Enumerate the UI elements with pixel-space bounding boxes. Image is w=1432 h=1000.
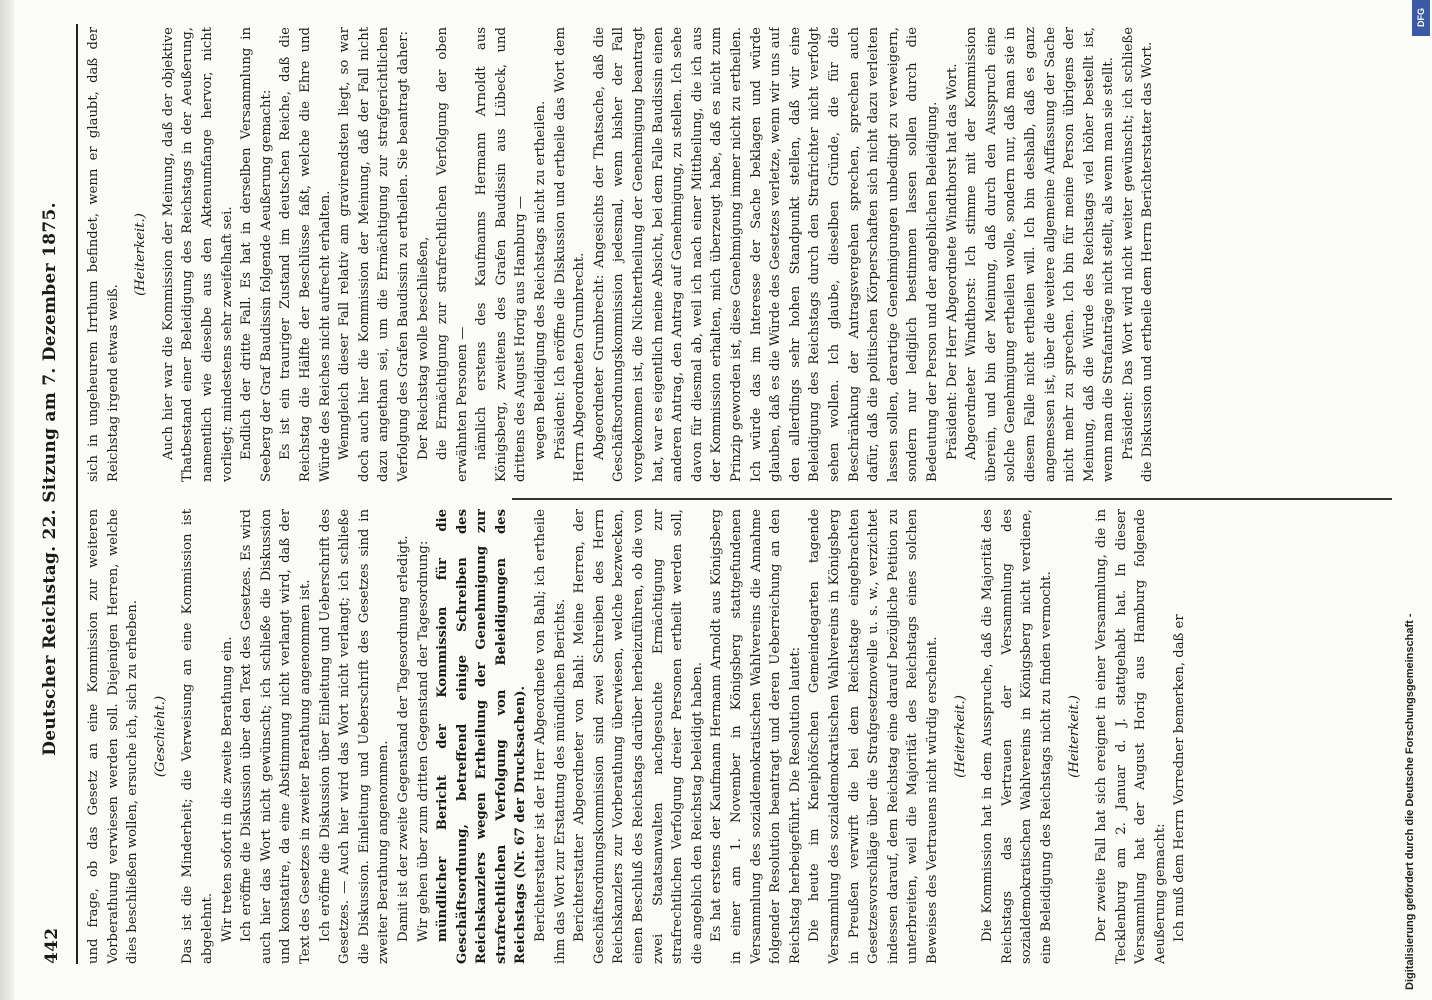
- paragraph: sich in ungeheurem Irrthum befindet, wenn er glaubt, daß der Reichstag irgend etwas weiß.: [86, 27, 121, 482]
- paragraph: Ich eröffne die Diskussion über den Text des Gesetzes. Es wird auch hier das Wort nicht gewünscht; ich schließe die Diskussion und konstatire, da eine Abstimmung nicht verlangt wird, daß der Text des Gesetzes in zweiter Berathung angenommen ist.: [239, 509, 313, 964]
- paragraph: Wir treten sofort in die zweite Berathung ein.: [219, 636, 235, 942]
- paragraph: Das ist die Minderheit; die Verweisung an eine Kommission ist abgelehnt.: [180, 509, 215, 964]
- paragraph: die Ermächtigung zur strafrechtlichen Verfolgung der oben erwähnten Personen —: [435, 27, 470, 482]
- digitization-note: Digitalisierung gefördert durch die Deutsche Forschungsgemeinschaft -: [1404, 613, 1416, 990]
- paragraph: Berichterstatter ist der Herr Abgeordnete von Bahl; ich ertheile ihm das Wort zur Erstattung des mündlichen Berichts.: [533, 509, 568, 964]
- page-title: Deutscher Reichstag. 22. Sitzung am 7. Dezember 1875.: [40, 202, 60, 756]
- page-header: [34, 24, 74, 964]
- stage-direction: (Geschieht.): [152, 695, 168, 778]
- stage-direction: (Heiterkeit.): [133, 213, 149, 296]
- scan-edge: [0, 0, 14, 1000]
- paragraph: Endlich der dritte Fall. Es hat in derselben Versammlung in Seeberg der Graf Baudissin folgende Aeußerung gemacht:: [239, 27, 274, 482]
- paragraph: Wir gehen über zum dritten Gegenstand der Tagesordnung:: [415, 540, 431, 942]
- page-number: 442: [42, 927, 62, 964]
- paragraph: Präsident: Ich eröffne die Diskussion und ertheile das Wort dem Herrn Abgeordneten Grumbrecht.: [552, 27, 588, 482]
- paragraph: Berichterstatter Abgeordneter von Bahl: Meine Herren, der Geschäftsordnungskommission sind zwei Schreiben des Herrn Reichskanzlers zur Vorberathung überwiesen, welche bezwecken, einen Beschluß des Reichstags darüber herbeizuführen, ob die von zwei Staatsanwalten nachgesuchte Ermächtigung zur strafrechtlichen Verfolgung dreier Personen ertheilt werden soll, die angeblich den Reichstag beleidigt haben.: [572, 509, 705, 964]
- left-column: [84, 509, 1394, 964]
- paragraph: Wenngleich dieser Fall relativ am gravirendsten liegt, so war doch auch hier die Kommission der Meinung, daß der Fall nicht dazu angethan sei, um die Ermächtigung zur strafgerichtlichen Verfolgung des Grafen Baudissin zu ertheilen. Sie beantragt daher:: [337, 27, 411, 482]
- paragraph: Präsident: Der Herr Abgeordnete Windthorst hat das Wort.: [944, 63, 960, 460]
- paragraph: nämlich erstens des Kaufmanns Hermann Arnoldt aus Königsberg, zweitens des Grafen Baudissin aus Lübeck, und drittens des August Horig aus Hamburg —: [474, 27, 529, 482]
- paragraph: Ich muß dem Herrn Vorredner bemerken, daß er: [1172, 614, 1188, 942]
- paragraph: wegen Beleidigung des Reichstags nicht zu ertheilen.: [533, 100, 549, 460]
- right-column: [84, 27, 1394, 482]
- paragraph: Präsident: Das Wort wird nicht weiter gewünscht; ich schließe die Diskussion und ertheile dem Herrn Berichterstatter das Wort.: [1120, 27, 1156, 482]
- paragraph: Ich eröffne die Diskussion über Einleitung und Ueberschrift des Gesetzes. — Auch hier wird das Wort nicht verlangt; ich schließe die Diskussion. Einleitung und Ueberschrift des Gesetzes sind in zweiter Berathung angenommen.: [317, 509, 392, 964]
- column-divider: [512, 498, 1392, 500]
- paragraph: Abgeordneter Grumbrecht: Angesichts der Thatsache, daß die Geschäftsordnungskommission jedesmal, wenn bisher der Fall vorgekommen ist, die Nichtertheilung der Genehmigung beantragt hat, war es eigentlich meine Absicht, bei dem Falle Baudissin einen anderen Antrag, den Antrag auf Genehmigung, zu stellen. Ich sehe davon für diesmal ab, weil ich nach einer Mittheilung, die ich aus der Kommission erhalten, mich überzeugt habe, daß es nicht zum Prinzip geworden ist, diese Genehmigung immer nicht zu ertheilen. Ich würde das im Interesse der Sache beklagen und würde glauben, daß es die Würde des Gesetzes verletze, wenn wir uns auf den allerdings sehr hohen Standpunkt stellen, daß wir eine Beleidigung des Reichstags durch den Strafrichter nicht verfolgt sehen wollen. Ich glaube, dieselben Gründe, die für die Beschränkung der Antragsvergehen sprechen, sprechen auch dafür, daß die politischen Körperschaften sich nicht dazu verleiten lassen sollen, derartige Genehmigungen unbedingt zu verweigern, sondern nur lediglich bestimmen lassen sollen durch die Bedeutung der Person und der angeblichen Beleidigung.: [591, 27, 940, 482]
- paragraph: Der Reichstag wolle beschließen,: [415, 236, 431, 460]
- paragraph: Damit ist der zweite Gegenstand der Tagesordnung erledigt.: [395, 535, 411, 942]
- paragraph: Der zweite Fall hat sich ereignet in einer Versammlung, die in Tecklenburg am 2. Januar d. J. stattgehabt hat. In dieser Versammlung hat der August Horig aus Hamburg folgende Aeußerung gemacht:: [1094, 509, 1168, 964]
- paragraph: Die heute im Kneiphöfschen Gemeindegarten tagende Versammlung des sozialdemokratischen Wahlvereins in Königsberg in Preußen verwirft die bei dem Reichstage eingebrachten Gesetzesvorschläge über die Strafgesetznovelle u. s. w., verzichtet indessen darauf, dem Reichstag eine darauf bezügliche Petition zu unterbreiten, weil die Majorität des Reichstags eines solchen Beweises des Vertrauens nicht würdig erscheint.: [807, 509, 940, 964]
- agenda-heading: mündlicher Bericht der Kommission für die Geschäftsordnung, betreffend einige Schreiben des Reichskanzlers wegen Ertheilung der Genehmigung zur strafrechtlichen Verfolgung von Beleidigungen des Reichstags (Nr. 67 der Drucksachen).: [435, 509, 529, 964]
- dfg-logo-icon: DFG: [1412, 0, 1430, 36]
- paragraph: Es ist ein trauriger Zustand im deutschen Reiche, daß die Reichstag die Hälfte der Beschlüsse faßt, welche die Ehre und Würde des Reiches nicht aufrecht erhalten.: [278, 27, 333, 482]
- header-rule: [76, 24, 78, 964]
- paragraph: Es hat erstens der Kaufmann Hermann Arnoldt aus Königsberg in einer am 1. November in Königsberg stattgefundenen Versammlung des sozialdemokratischen Wahlvereins die Annahme folgender Resolution beantragt und deren Ueberreichung an den Reichstag herbeigeführt. Die Resolution lautet:: [709, 509, 803, 964]
- stage-direction: (Heiterkeit.): [952, 695, 968, 778]
- paragraph: Abgeordneter Windthorst: Ich stimme mit der Kommission überein, und bin der Meinung, daß durch den Ausspruch eine solche Genehmigung ertheilen wolle, sondern nur, daß man sie in diesem Falle nicht ertheilen will. Ich bin deshalb, daß es ganz angemessen ist, über die weitere allgemeine Auffassung der Sache nicht mehr zu sprechen. Ich bin für meine Person übrigens der Meinung, daß die Würde des Reichstags viel höher bestellt ist, wenn man die Strafanträge nicht stellt, als wenn man sie stellt.: [964, 27, 1117, 482]
- paragraph: Die Kommission hat in dem Ausspruche, daß die Majorität des Reichstags das Vertrauen der Versammlung des sozialdemokratischen Wahlvereins in Königsberg nicht verdiene, eine Beleidigung des Reichstags nicht zu finden vermocht.: [980, 509, 1054, 964]
- paragraph: und frage, ob das Gesetz an eine Kommission zur weiteren Vorberathung verwiesen werden soll. Diejenigen Herren, welche dies beschließen wollen, ersuche ich, sich zu erheben.: [86, 509, 141, 964]
- stage-direction: (Heiterkeit.): [1066, 695, 1082, 778]
- paragraph: Auch hier war die Kommission der Meinung, daß der objektive Thatbestand einer Beleidigung des Reichstags in der Aeußerung, namentlich wie dieselbe aus den Aktenumfange hervor, nicht vorliegt; mindestens sehr zweifelhaft sei.: [160, 27, 235, 482]
- rotated-page-content: [22, 0, 1422, 994]
